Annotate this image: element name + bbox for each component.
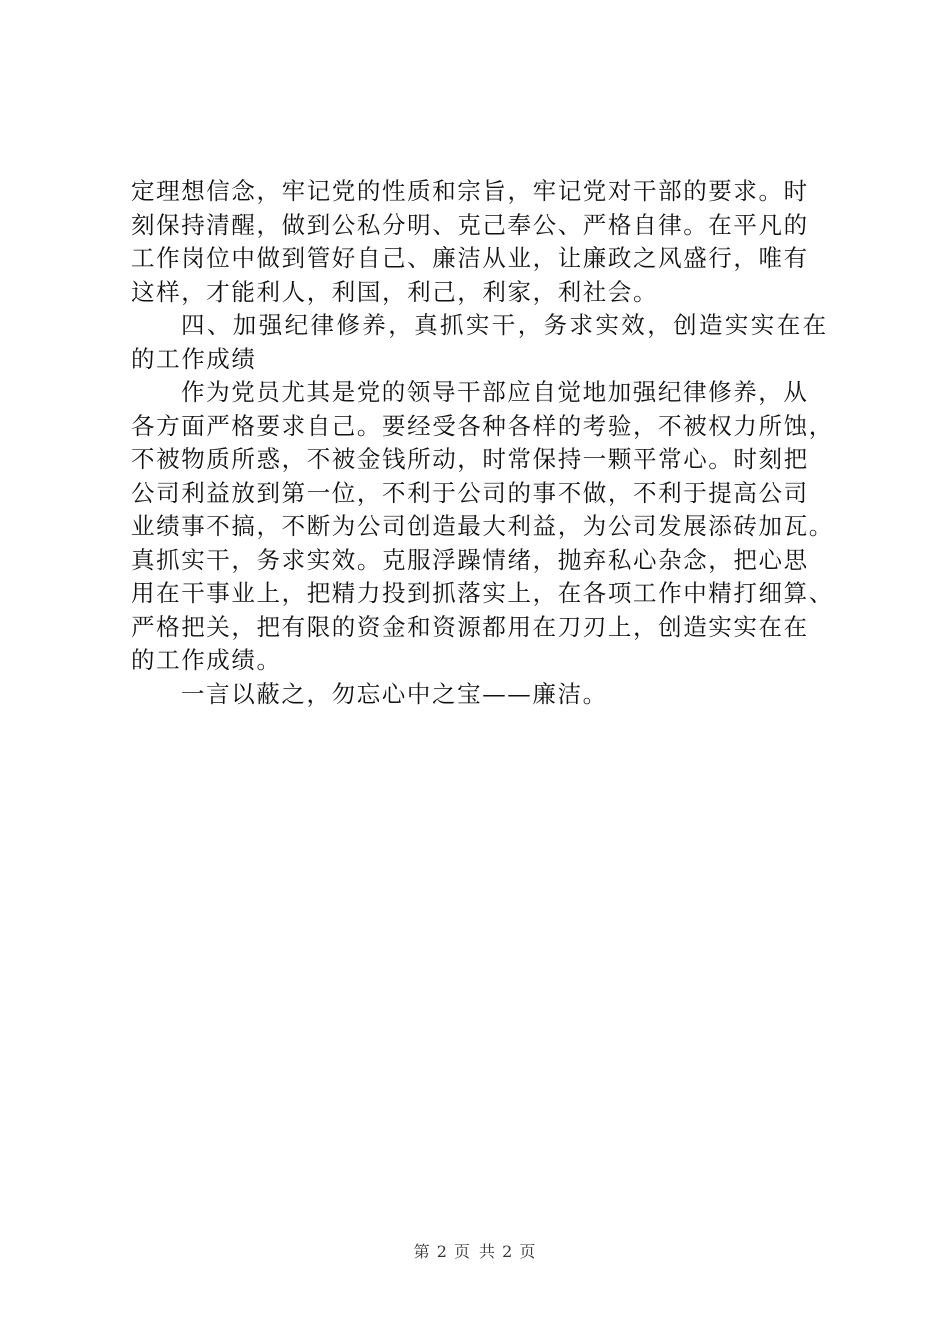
text-line: 用在干事业上，把精力投到抓落实上，在各项工作中精打细算、 [131, 579, 834, 607]
page-footer [0, 1242, 950, 1262]
text-line: 定理想信念，牢记党的性质和宗旨，牢记党对干部的要求。时 [131, 177, 809, 205]
text-line: 各方面严格要求自己。要经受各种各样的考验，不被权力所蚀， [131, 411, 834, 440]
section-heading: 四、加强纪律修养，真抓实干，务求实效，创造实实在在 [181, 311, 829, 339]
closing-line: 一言以蔽之，勿忘心中之宝——廉洁。 [181, 679, 608, 708]
text-line: 严格把关，把有限的资金和资源都用在刀刃上，创造实实在在 [131, 612, 809, 641]
text-line: 真抓实干，务求实效。克服浮躁情绪，抛弃私心杂念，把心思 [131, 545, 809, 574]
text-line: 这样，才能利人，利国，利己，利家，利社会。 [131, 277, 659, 306]
text-line: 不被物质所惑，不被金钱所动，时常保持一颗平常心。时刻把 [131, 445, 809, 473]
page-total: 共 2 页 [479, 1242, 537, 1261]
text-line: 刻保持清醒，做到公私分明、克己奉公、严格自律。在平凡的 [131, 210, 809, 239]
section-heading-continuation: 的工作成绩 [131, 344, 257, 373]
text-line: 作为党员尤其是党的领导干部应自觉地加强纪律修养，从 [181, 378, 809, 406]
text-line: 工作岗位中做到管好自己、廉洁从业，让廉政之风盛行，唯有 [131, 244, 809, 272]
document-body [131, 175, 834, 711]
text-line: 公司利益放到第一位，不利于公司的事不做，不利于提高公司 [131, 478, 809, 507]
text-line: 的工作成绩。 [131, 646, 282, 674]
page-number: 第 2 页 [413, 1242, 471, 1261]
text-line: 业绩事不搞，不断为公司创造最大利益，为公司发展添砖加瓦。 [131, 512, 834, 540]
